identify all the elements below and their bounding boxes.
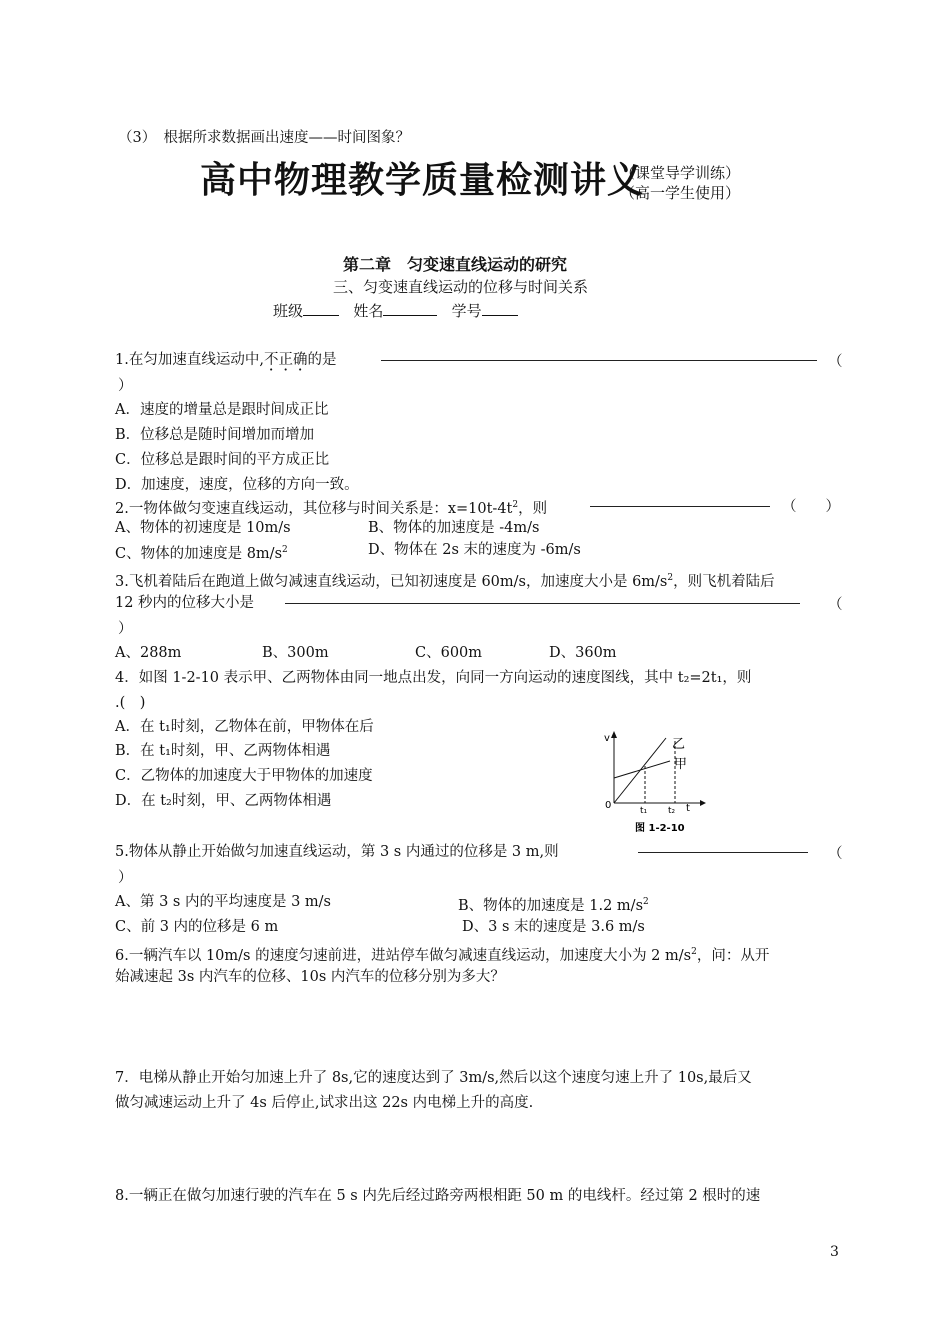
q1-emph-char: 不	[263, 352, 279, 368]
q2-stem-text: 2.一物体做匀变速直线运动，其位移与时间关系是：x=10t-4t	[115, 500, 513, 517]
q2-option-b: B、物体的加速度是 -4m/s	[368, 520, 540, 536]
x-axis-arrow	[700, 800, 706, 806]
q6-line-1	[115, 942, 769, 966]
line-jia	[614, 761, 670, 778]
q3-option-a: A、288m	[115, 645, 182, 661]
q4-option-d: D．在 t₂时刻，甲、乙两物体相遇	[115, 793, 332, 809]
q5-option-a: A、第 3 s 内的平均速度是 3 m/s	[115, 894, 331, 910]
q3-leader-line	[285, 603, 800, 604]
id-field[interactable]	[482, 301, 518, 316]
q1-option-d: D．加速度，速度，位移的方向一致。	[115, 477, 359, 493]
page-subtitle-2: （高一学生使用）	[620, 184, 741, 202]
q2-option-a: A、物体的初速度是 10m/s	[115, 520, 291, 536]
y-axis-arrow	[611, 731, 617, 738]
name-field[interactable]	[383, 301, 437, 316]
q2-stem	[115, 495, 547, 519]
page-title: 高中物理教学质量检测讲义	[200, 160, 645, 201]
q6-line-1-text: 6.一辆汽车以 10m/s 的速度匀速前进，进站停车做匀减速直线运动，加速度大小为 2 m/s	[115, 947, 692, 964]
q8-line-1: 8.一辆正在做匀加速行驶的汽车在 5 s 内先后经过路旁两根相距 50 m 的电线杆。经过第 2 根时的速	[115, 1188, 761, 1204]
q3-paren-close: ）	[118, 621, 133, 637]
q6-line-2: 始减速起 3s 内汽车的位移、10s 内汽车的位移分别为多大？	[115, 969, 505, 985]
q1-option-a: A．速度的增量总是跟时间成正比	[115, 402, 329, 418]
student-info	[273, 301, 518, 321]
class-label: 班级	[273, 302, 304, 320]
q3-line-1-text: ，则飞机着陆后	[673, 573, 775, 590]
name-label: 姓名	[353, 302, 384, 320]
q3-option-b: B、300m	[262, 645, 329, 661]
q3-line-2: 12 秒内的位移大小是	[115, 595, 255, 611]
q3-line-1-text: 3.飞机着陆后在跑道上做匀减速直线运动，已知初速度是 60m/s，加速度大小是 6m/s	[115, 573, 668, 590]
q1-option-b: B．位移总是随时间增加而增加	[115, 427, 315, 443]
q2-leader-line	[590, 506, 770, 507]
q3-option-c: C、600m	[415, 645, 483, 661]
q1-emph-char: 正	[278, 352, 293, 368]
q1-stem-text: 1.在匀加速直线运动中,	[115, 352, 264, 368]
q1-paren-close: ）	[118, 378, 133, 394]
q1-stem-text: 的是	[307, 352, 337, 368]
q1-paren-open: （	[828, 354, 843, 370]
q2-option-c-text: C、物体的加速度是 8m/s	[115, 545, 283, 562]
top-note: （3） 根据所求数据画出速度——时间图象？	[118, 130, 410, 146]
q5-option-b-text: B、物体的加速度是 1.2 m/s	[458, 897, 644, 914]
velocity-time-figure	[598, 728, 708, 838]
q3-line-1	[115, 568, 775, 592]
q6-line-1-text: ，问：从开	[696, 947, 770, 964]
class-field[interactable]	[303, 301, 339, 316]
q2-stem-text: ，则	[518, 500, 548, 517]
y-axis-label: v	[604, 733, 610, 744]
q4-option-a: A．在 t₁时刻，乙物体在前，甲物体在后	[115, 719, 374, 735]
t2-label: t₂	[668, 806, 676, 816]
q4-option-c: C．乙物体的加速度大于甲物体的加速度	[115, 768, 373, 784]
q2-option-d: D、物体在 2s 末的速度为 -6m/s	[368, 542, 581, 558]
q6-superscript: 2	[691, 947, 697, 957]
q5-option-d: D、3 s 末的速度是 3.6 m/s	[462, 919, 645, 935]
t1-label: t₁	[640, 806, 648, 816]
q5-option-b-sup: 2	[643, 897, 649, 907]
q7-line-1: 7．电梯从静止开始匀加速上升了 8s,它的速度达到了 3m/s,然后以这个速度匀速上升了 10s,最后又	[115, 1070, 752, 1086]
q7-line-2: 做匀减速运动上升了 4s 后停止,试求出这 22s 内电梯上升的高度.	[115, 1095, 534, 1111]
q4-line-2: .( )	[115, 695, 146, 711]
q2-superscript: 2	[512, 500, 519, 510]
q1-stem	[115, 350, 336, 370]
figure-caption: 图 1-2-10	[635, 823, 685, 834]
q5-paren-open: （	[828, 846, 843, 862]
q5-option-b	[458, 892, 649, 916]
q3-paren-open: （	[828, 597, 843, 613]
jia-label: 甲	[674, 757, 688, 772]
q5-paren-close: ）	[118, 870, 133, 886]
origin-label: 0	[605, 800, 612, 811]
section-heading: 三、匀变速直线运动的位移与时间关系	[333, 278, 589, 296]
q3-option-d: D、360m	[549, 645, 617, 661]
id-label: 学号	[451, 302, 482, 320]
q4-option-b: B．在 t₁时刻，甲、乙两物体相遇	[115, 743, 331, 759]
q2-option-c-sup: 2	[282, 545, 288, 555]
page-subtitle-1: （课堂导学训练）	[620, 164, 741, 182]
page-number: 3	[830, 1244, 839, 1260]
q3-superscript: 2	[667, 573, 674, 583]
q5-stem: 5.物体从静止开始做匀加速直线运动，第 3 s 内通过的位移是 3 m,则	[115, 844, 559, 860]
chapter-heading: 第二章 匀变速直线运动的研究	[343, 255, 568, 274]
q1-option-c: C．位移总是跟时间的平方成正比	[115, 452, 330, 468]
q2-paren: （ ）	[782, 499, 840, 515]
q1-emph-char: 确	[292, 352, 308, 368]
yi-label: 乙	[672, 737, 686, 752]
q5-leader-line	[638, 852, 808, 853]
q1-leader-line	[381, 360, 817, 361]
q4-line-1: 4．如图 1-2-10 表示甲、乙两物体由同一地点出发，向同一方向运动的速度图线，其中 t₂=2t₁，则	[115, 670, 752, 686]
x-axis-label: t	[686, 803, 690, 814]
q5-option-c: C、前 3 内的位移是 6 m	[115, 919, 279, 935]
q2-option-c	[115, 540, 288, 564]
